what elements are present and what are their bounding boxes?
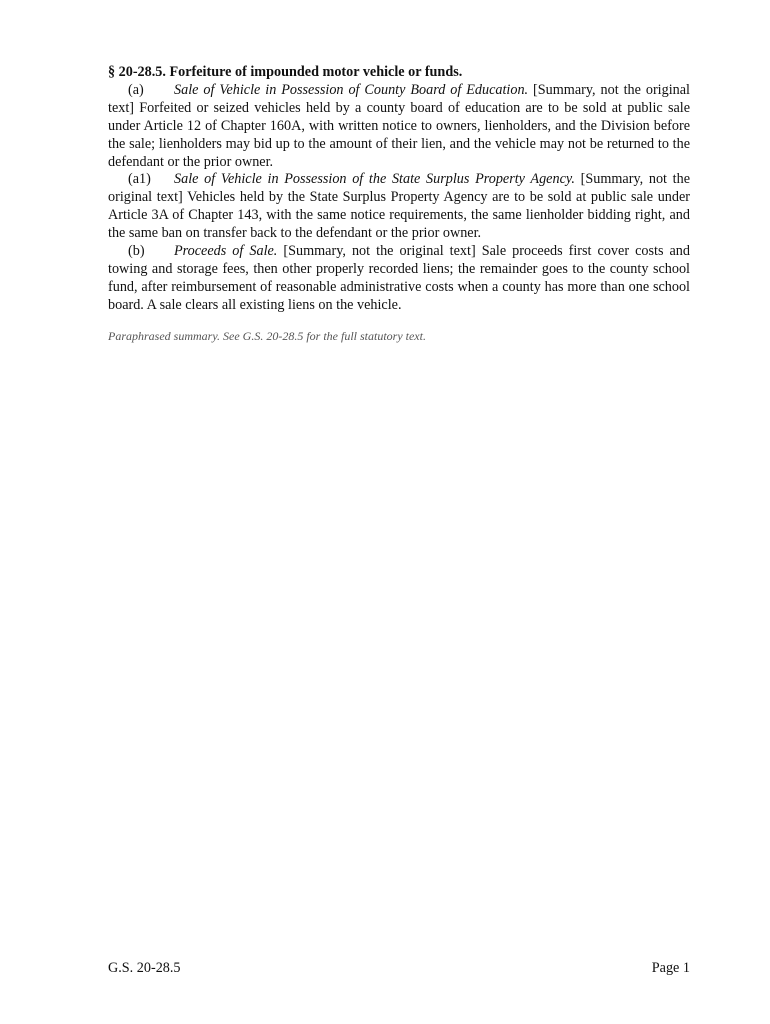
subsection-caption: Sale of Vehicle in Possession of County Board of Education. [174,81,529,98]
section-heading: § 20-28.5. Forfeiture of impounded motor vehicle or funds. [108,64,463,80]
subsection-summary: [Summary, not the original text] Vehicles held by the State Surplus Property Agency are to be sold at public sale under Article 3A of Chapter 143, with the same notice requirements, the same lienholder bidding right, and the same ban on transfer back to the defendant or the prior owner. [108,171,691,242]
subsection-summary: [Summary, not the original text] Forfeited or seized vehicles held by a county board of education are to be sold at public sale under Article 12 of Chapter 160A, with written notice to owners, lienholders, and the Division before the sale; lienholders may bid up to the amount of their lien, and the vehicle may not be returned to the defendant or the prior owner. [108,81,690,170]
statute-body [108,64,690,344]
page-footer [108,960,690,977]
footer-citation: G.S. 20-28.5 [108,960,181,976]
subsection-b [108,243,690,315]
subsection-a [108,82,690,172]
subsection-label: (a) [128,81,144,98]
subsection-caption: Sale of Vehicle in Possession of the State Surplus Property Agency. [174,171,575,188]
subsection-summary: [Summary, not the original text] Sale proceeds first cover costs and towing and storage fees, then other properly recorded liens; the remainder goes to the county school fund, after reimbursement of reasonable administrative costs when a county has more than one school board. A sale clears all existing liens on the vehicle. [108,243,690,313]
paraphrase-note: Paraphrased summary. See G.S. 20-28.5 for the full statutory text. [108,328,426,343]
subsection-label: (a1) [128,171,151,188]
footer-page-number: Page 1 [651,960,690,976]
subsection-a1 [108,171,690,243]
subsection-label: (b) [128,243,145,260]
subsection-caption: Proceeds of Sale. [174,243,278,260]
